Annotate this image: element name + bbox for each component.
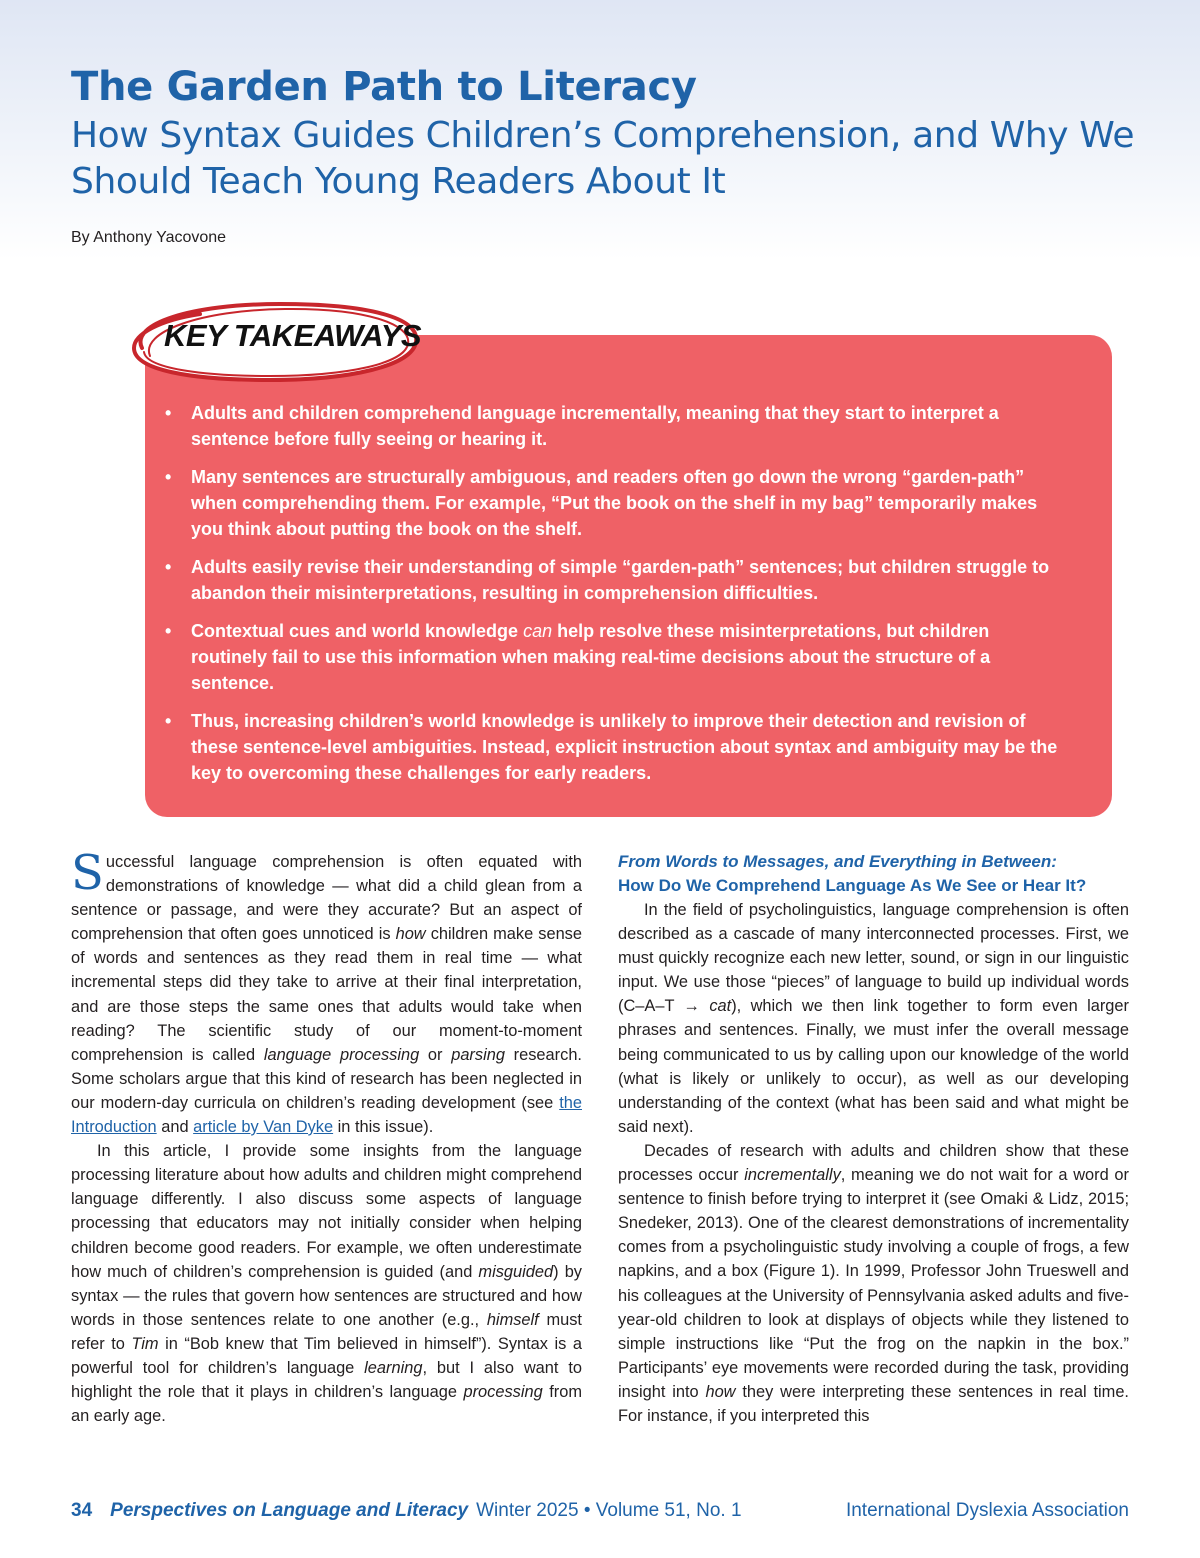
body-column-right xyxy=(618,850,1129,1428)
list-item: • Adults and children comprehend language incrementally, meaning that they start to interpret a sentence before fully seeing or hearing it. xyxy=(165,400,1065,452)
body-paragraph: In this article, I provide some insights from the language processing literature about how adults and children might comprehend language differently. I also discuss some aspects of language processing that educators may not initially consider when helping children become good readers. For example, we often underestimate how much of children’s comprehension is guided (and misguided) by syntax — the rules that govern how sentences are structured and how words in those sentences relate to one another (e.g., himself must refer to Tim in “Bob knew that Tim believed in himself”). Syntax is a powerful tool for children’s language learning, but I also want to highlight the role that it plays in children’s language processing from an early age. xyxy=(71,1142,583,1426)
body-column-left xyxy=(71,845,583,1428)
page-number: 34 xyxy=(71,1500,93,1521)
bullet-icon: • xyxy=(165,557,172,577)
bullet-icon: • xyxy=(165,403,172,423)
bullet-icon: • xyxy=(165,621,172,641)
list-item: • Thus, increasing children’s world knowledge is unlikely to improve their detection and revision of these sentence-level ambiguities. Instead, explicit instruction about syntax and ambiguity may be the key to overcoming these challenges for early readers. xyxy=(165,708,1065,786)
journal-name: Perspectives on Language and Literacy xyxy=(110,1500,469,1521)
publisher-name: International Dyslexia Association xyxy=(845,1500,1129,1521)
article-subtitle: How Syntax Guides Children’s Comprehension, and Why We Should Teach Young Readers About It xyxy=(71,115,1135,202)
introduction-link[interactable]: the Introduction xyxy=(71,1093,582,1137)
drop-cap: S xyxy=(71,845,104,901)
body-paragraph: Decades of research with adults and children show that these processes occur incrementally, meaning we do not wait for a word or sentence to finish before trying to interpret it (see Omaki & Lidz, 2015; Snedeker, 2013). One of the clearest demonstrations of incrementality comes from a psycholinguistic study involving a couple of frogs, a few napkins, and a box (Figure 1). In 1999, Professor John Trueswell and his colleagues at the University of Pennsylvania asked adults and five-year-old children to look at displays of objects while they listened to simple instructions like “Put the frog on the napkin in the box.” Participants’ eye movements were recorded during the task, providing insight into how they were interpreting these sentences in real time. For instance, if you interpreted this xyxy=(618,1141,1130,1425)
key-takeaways-list xyxy=(165,400,1065,798)
van-dyke-article-link[interactable]: article by Van Dyke xyxy=(193,1118,334,1137)
bullet-icon: • xyxy=(165,467,172,487)
list-item: • Contextual cues and world knowledge can help resolve these misinterpretations, but children routinely fail to use this information when making real-time decisions about the structure of a sentence. xyxy=(165,618,1065,696)
page-footer xyxy=(71,1500,1129,1526)
body-paragraph: In the field of psycholinguistics, language comprehension is often described as a cascade of many interconnected processes. First, we must quickly recognize each new letter, sound, or sign in our linguistic input. We use those “pieces” of language to build up individual words (C–A–T → cat), which we then link together to form even larger phrases and sentences. Finally, we must infer the overall message being communicated to us by calling upon our knowledge of the world (what is likely or unlikely to occur), as well as our developing understanding of the context (what has been said and what might be said next). xyxy=(618,901,1129,1136)
key-takeaways-heading: KEY TAKEAWAYS xyxy=(164,318,422,353)
section-heading: From Words to Messages, and Everything in Between: How Do We Comprehend Language As We See or Hear It? xyxy=(618,852,1087,895)
intro-paragraph: Successful language comprehension is often equated with demonstrations of knowledge — what did a child glean from a sentence or passage, and were they accurate? But an aspect of comprehension that often goes unnoticed is how children make sense of words and sentences as they read them in real time — what incremental steps did they take to arrive at their final interpretation, and are those steps the same ones that adults would take when reading? The scientific study of our moment-to-moment comprehension is called language processing or parsing research. Some scholars argue that this kind of research has been neglected in our modern-day curricula on children’s reading development (see the Introduction and article by Van Dyke in this issue). xyxy=(71,845,582,1137)
list-item: • Adults easily revise their understanding of simple “garden-path” sentences; but children struggle to abandon their misinterpretations, resulting in comprehension difficulties. xyxy=(165,554,1065,606)
article-title: The Garden Path to Literacy xyxy=(71,64,697,110)
byline: By Anthony Yacovone xyxy=(71,229,227,246)
issue-info: Winter 2025 • Volume 51, No. 1 xyxy=(476,1500,742,1521)
bullet-icon: • xyxy=(165,711,172,731)
list-item: • Many sentences are structurally ambiguous, and readers often go down the wrong “garden-path” when comprehending them. For example, “Put the book on the shelf in my bag” temporarily makes you think about putting the book on the shelf. xyxy=(165,464,1065,542)
